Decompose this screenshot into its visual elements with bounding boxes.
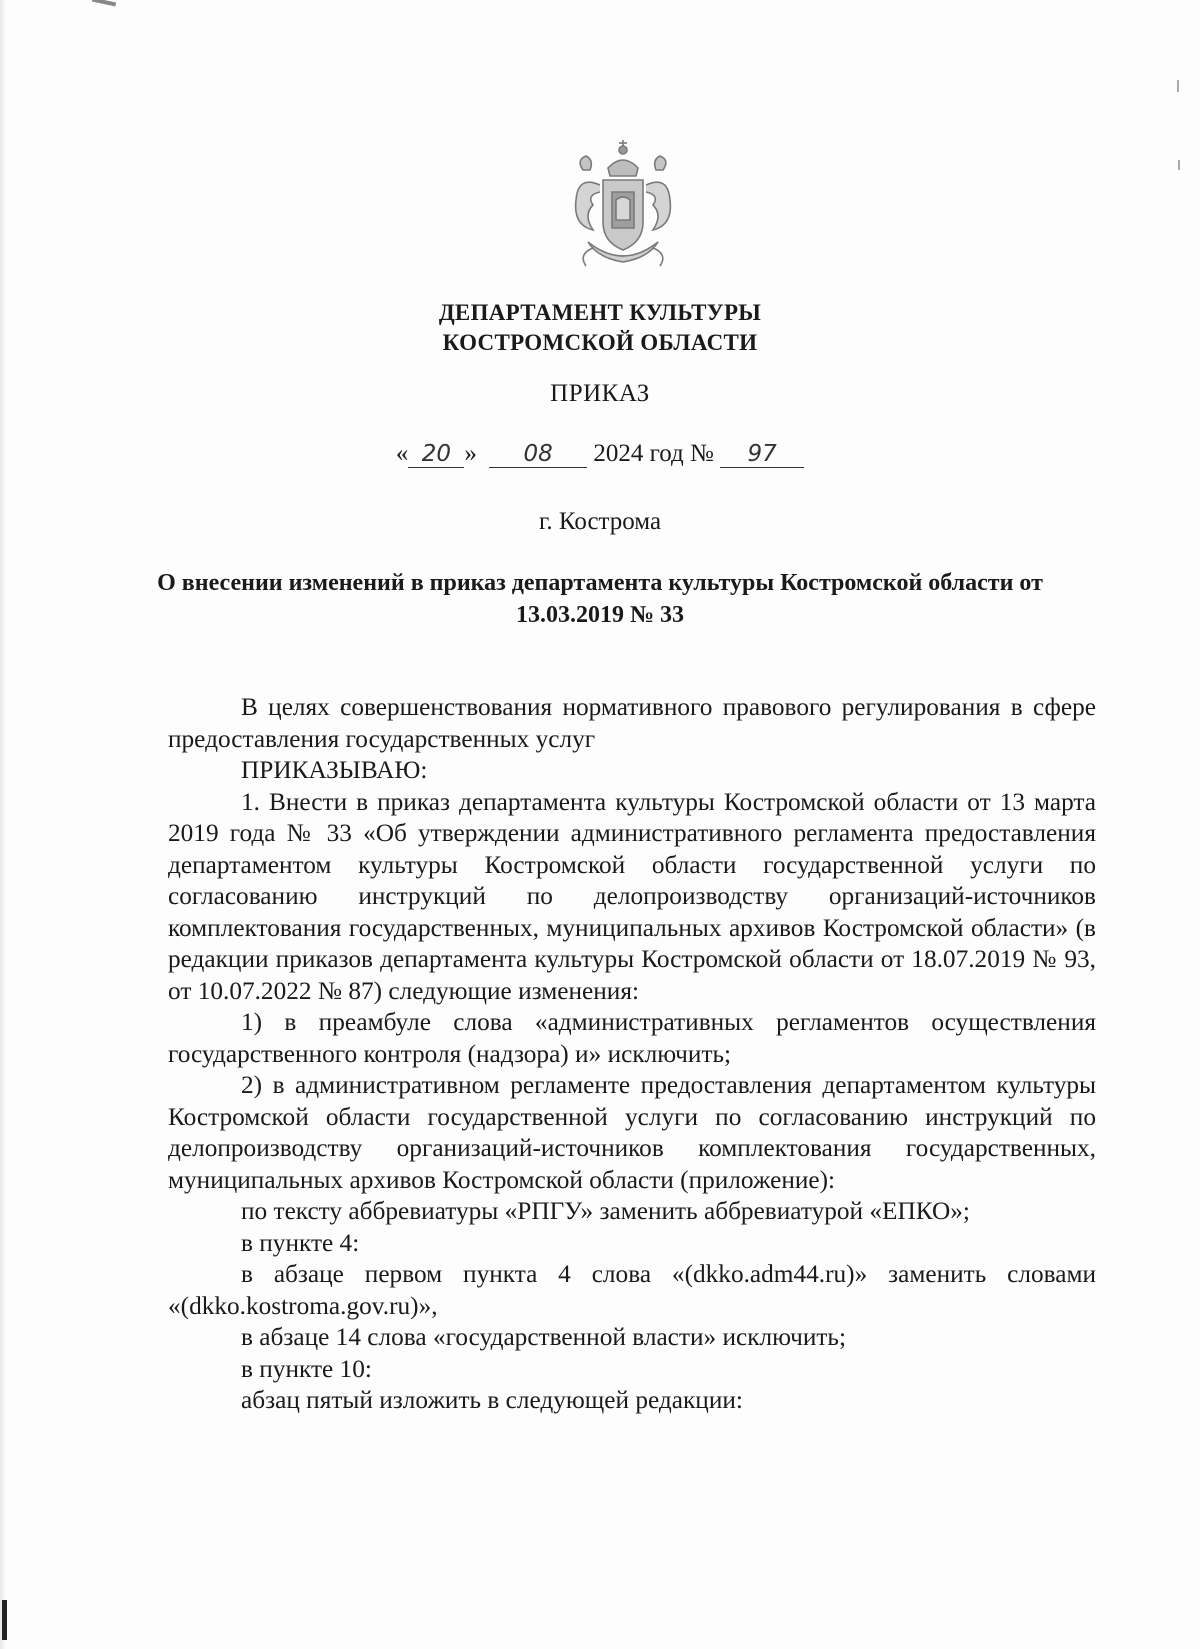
document-body (168, 692, 1096, 1417)
date-day-handwritten: 20 (408, 441, 464, 468)
date-month-handwritten: 08 (489, 441, 587, 468)
date-close-quote: » (464, 440, 477, 467)
scan-mark (2, 1600, 7, 1640)
city: г. Кострома (538, 508, 662, 535)
body-paragraph: по тексту аббревиатуры «РПГУ» заменить аббревиатурой «ЕПКО»; (241, 1197, 970, 1225)
date-number-line (0, 440, 1200, 468)
department-line-1: ДЕПАРТАМЕНТ КУЛЬТУРЫ (438, 300, 762, 325)
body-paragraph: 1) в преамбуле слова «административных регламентов осуществления государственного контроля (надзора) и» исключить; (168, 1008, 1096, 1068)
body-paragraph: в абзаце первом пункта 4 слова «(dkko.adm44.ru)» заменить словами «(dkko.kostroma.gov.ru)», (168, 1260, 1096, 1320)
department-line-2: КОСТРОМСКОЙ ОБЛАСТИ (442, 330, 758, 355)
body-paragraph: абзац пятый изложить в следующей редакции: (241, 1386, 743, 1414)
scan-mark (1178, 160, 1180, 170)
date-year-text: 2024 год № (593, 440, 714, 467)
body-paragraph: в пункте 4: (241, 1228, 360, 1257)
coat-of-arms-icon (548, 130, 698, 280)
scan-mark (1177, 80, 1179, 92)
document-subject: О внесении изменений в приказ департамента культуры Костромской области от 13.03.2019 № 33 (157, 570, 1043, 628)
scan-mark (92, 0, 116, 6)
department-name (0, 298, 1200, 358)
body-paragraph: В целях совершенствования нормативного правового регулирования в сфере предоставления государственных услуг (168, 693, 1096, 753)
document-type: ПРИКАЗ (550, 380, 650, 407)
body-paragraph: 1. Внести в приказ департамента культуры Костромской области от 13 марта 2019 года № 33 «Об утверждении административного регламента предоставления департаментом культуры Костромской области государственной услуги по согласованию инструкций по делопроизводству организаций-источников комплектования государственных, муниципальных архивов Костромской области» (в редакции приказов департамента культуры Костромской области от 18.07.2019 № 93, от 10.07.2022 № 87) следующие изменения: (168, 787, 1096, 1005)
body-paragraph: ПРИКАЗЫВАЮ: (241, 756, 428, 784)
scan-edge (0, 0, 6, 1649)
body-paragraph: в абзаце 14 слова «государственной власти» исключить; (241, 1323, 846, 1351)
body-paragraph: 2) в административном регламенте предоставления департаментом культуры Костромской области государственной услуги по согласованию инструкций по делопроизводству организаций-источников комплектования государственных, муниципальных архивов Костромской области (приложение): (168, 1071, 1096, 1194)
body-paragraph: в пункте 10: (241, 1354, 372, 1383)
date-open-quote: « (395, 440, 409, 467)
order-number-handwritten: 97 (720, 441, 804, 468)
